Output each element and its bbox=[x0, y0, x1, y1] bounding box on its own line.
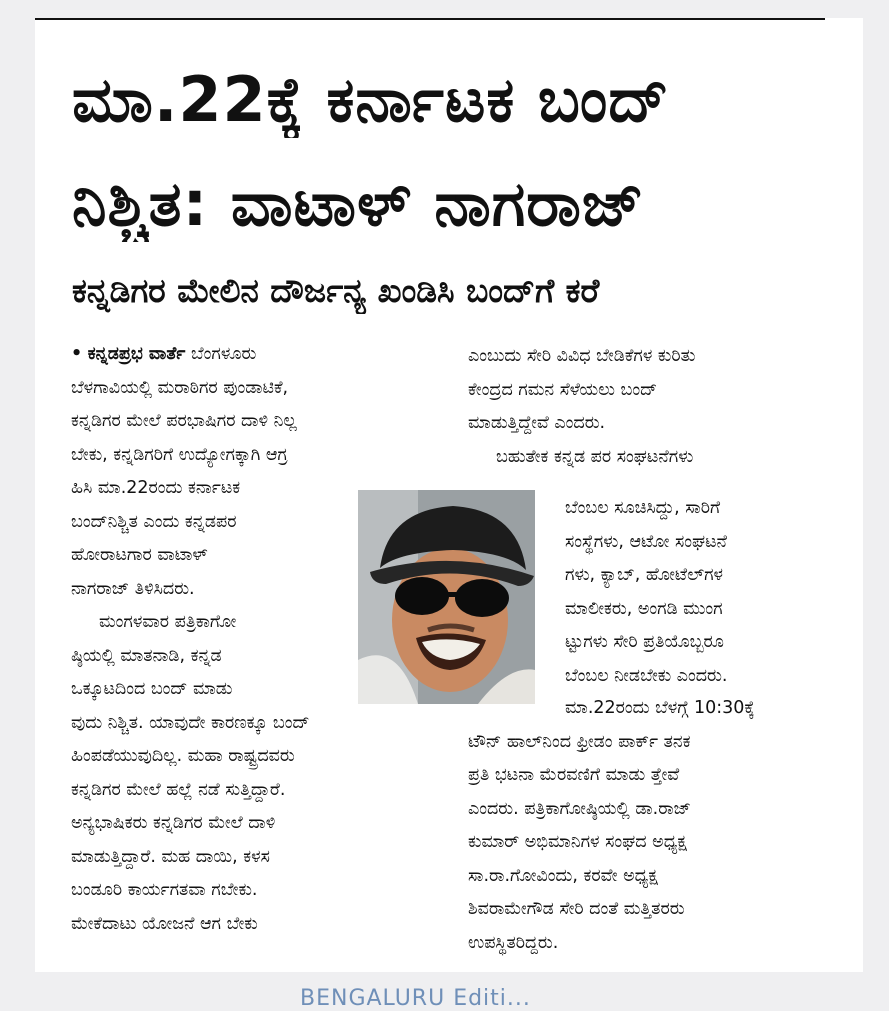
headline-line-1: ಮಾ.22ಕ್ಕೆ ಕರ್ನಾಟಕ ಬಂದ್ bbox=[72, 63, 670, 136]
vatal-nagaraj-photo bbox=[358, 490, 535, 704]
right-narrow-line-4: ಮಾಲೀಕರು, ಅಂಗಡಿ ಮುಂಗ bbox=[565, 598, 723, 619]
right-bottom-line-7: ಉಪಸ್ಥಿತರಿದ್ದರು. bbox=[468, 932, 559, 953]
left-line-9: ಷ್ಠಿಯಲ್ಲಿ ಮಾತನಾಡಿ, ಕನ್ನಡ bbox=[71, 645, 222, 666]
left-line-5: ಬಂದ್‌ನಿಶ್ಚಿತ ಎಂದು ಕನ್ನಡಪರ bbox=[71, 511, 237, 532]
right-bottom-line-3: ಎಂದರು. ಪತ್ರಿಕಾಗೋಷ್ಠಿಯಲ್ಲಿ ಡಾ.ರಾಜ್ bbox=[468, 798, 692, 819]
top-rule bbox=[35, 18, 825, 20]
headline-line-2: ನಿಶ್ಚಿತ: ವಾಟಾಳ್ ನಾಗರಾಜ್ bbox=[72, 167, 645, 240]
left-line-8: ಮಂಗಳವಾರ ಪತ್ರಿಕಾಗೋ bbox=[99, 612, 237, 632]
left-line-6: ಹೋರಾಟಗಾರ ವಾಟಾಳ್ bbox=[71, 545, 208, 565]
right-bottom-line-5: ಸಾ.ರಾ.ಗೋವಿಂದು, ಕರವೇ ಅಧ್ಯಕ್ಷ bbox=[468, 865, 658, 886]
left-line-3: ಬೇಕು, ಕನ್ನಡಿಗರಿಗೆ ಉದ್ಯೋಗಕ್ಕಾಗಿ ಆಗ್ರ bbox=[71, 444, 288, 465]
right-line-1: ಎಂಬುದು ಸೇರಿ ವಿವಿಧ ಬೇಡಿಕೆಗಳ ಕುರಿತು bbox=[468, 346, 696, 366]
byline-bullet: • bbox=[71, 344, 83, 364]
left-line-13: ಕನ್ನಡಿಗರ ಮೇಲೆ ಹಲ್ಲೆ ನಡೆ ಸುತ್ತಿದ್ದಾರೆ. bbox=[71, 779, 286, 800]
right-line-3: ಮಾಡುತ್ತಿದ್ದೇವೆ ಎಂದರು. bbox=[468, 413, 606, 433]
left-line-14: ಅನ್ಯಭಾಷಿಕರು ಕನ್ನಡಿಗರ ಮೇಲೆ ದಾಳಿ bbox=[71, 813, 276, 833]
right-column-bottom bbox=[468, 692, 828, 960]
right-bottom-line-1: ಟೌನ್ ಹಾಲ್‌ನಿಂದ ಫ್ರೀಡಂ ಪಾರ್ಕ್ ತನಕ bbox=[468, 731, 691, 752]
right-line-4: ಬಹುತೇಕ ಕನ್ನಡ ಪರ ಸಂಘಟನೆಗಳು bbox=[496, 446, 694, 467]
left-line-16: ಬಂಡೂರಿ ಕಾರ್ಯಗತವಾ ಗಬೇಕು. bbox=[71, 880, 258, 900]
left-line-11: ವುದು ನಿಶ್ಚಿತ. ಯಾವುದೇ ಕಾರಣಕ್ಕೂ ಬಂದ್ bbox=[71, 712, 310, 733]
right-column-narrow bbox=[565, 492, 828, 693]
left-line-10: ಒಕ್ಕೂಟದಿಂದ ಬಂದ್ ಮಾಡು bbox=[71, 679, 233, 699]
left-line-15: ಮಾಡುತ್ತಿದ್ದಾರೆ. ಮಹ ದಾಯಿ, ಕಳಸ bbox=[71, 846, 270, 867]
right-bottom-line-4: ಕುಮಾರ್ ಅಭಿಮಾನಿಗಳ ಸಂಘದ ಅಧ್ಯಕ್ಷ bbox=[468, 832, 687, 852]
byline-place: ಬೆಂಗಳೂರು bbox=[190, 344, 257, 364]
right-narrow-line-3: ಗಳು, ಕ್ಯಾಬ್, ಹೋಟೆಲ್‌ಗಳ bbox=[565, 565, 724, 585]
right-narrow-line-5: ಟ್ಟುಗಳು ಸೇರಿ ಪ್ರತಿಯೊಬ್ಬರೂ bbox=[565, 632, 724, 652]
left-line-7: ನಾಗರಾಜ್ ತಿಳಿಸಿದರು. bbox=[71, 578, 195, 599]
left-line-1: ಬೆಳಗಾವಿಯಲ್ಲಿ ಮರಾಠಿಗರ ಪುಂಡಾಟಿಕೆ, bbox=[71, 377, 289, 398]
right-narrow-line-7: ಮಾ.22ರಂದು ಬೆಳಗ್ಗೆ 10:30ಕ್ಕೆ bbox=[565, 698, 755, 718]
left-line-12: ಹಿಂಪಡೆಯುವುದಿಲ್ಲ. ಮಹಾ ರಾಷ್ಟ್ರದವರು bbox=[71, 746, 295, 766]
newspaper-clipping bbox=[35, 18, 863, 972]
left-line-2: ಕನ್ನಡಿಗರ ಮೇಲೆ ಪರಭಾಷಿಗರ ದಾಳಿ ನಿಲ್ಲ bbox=[71, 411, 297, 431]
subheadline: ಕನ್ನಡಿಗರ ಮೇಲಿನ ದೌರ್ಜನ್ಯ ಖಂಡಿಸಿ ಬಂದ್‌ಗೆ ಕರೆ bbox=[72, 271, 600, 310]
right-narrow-line-6: ಬೆಂಬಲ ನೀಡಬೇಕು ಎಂದರು. bbox=[565, 665, 728, 686]
right-bottom-line-2: ಪ್ರತಿ ಭಟನಾ ಮೆರವಣಿಗೆ ಮಾಡು ತ್ತೇವೆ bbox=[468, 765, 680, 785]
right-line-2: ಕೇಂದ್ರದ ಗಮನ ಸೆಳೆಯಲು ಬಂದ್ bbox=[468, 379, 658, 400]
edition-footer-link[interactable]: BENGALURU Editi... bbox=[300, 986, 531, 1011]
byline bbox=[71, 338, 463, 372]
left-line-4: ಹಿಸಿ ಮಾ.22ರಂದು ಕರ್ನಾಟಕ bbox=[71, 478, 241, 498]
byline-source: ಕನ್ನಡಪ್ರಭ ವಾರ್ತೆ bbox=[87, 344, 186, 364]
right-narrow-line-1: ಬೆಂಬಲ ಸೂಚಿಸಿದ್ದು, ಸಾರಿಗೆ bbox=[565, 498, 721, 518]
portrait-illustration bbox=[358, 490, 535, 704]
right-bottom-line-6: ಶಿವರಾಮೇಗೌಡ ಸೇರಿ ದಂತೆ ಮತ್ತಿತರರು bbox=[468, 899, 685, 919]
left-line-17: ಮೇಕೆದಾಟು ಯೋಜನೆ ಆಗ ಬೇಕು bbox=[71, 913, 258, 934]
right-column-top bbox=[468, 340, 828, 474]
right-narrow-line-2: ಸಂಸ್ಥೆಗಳು, ಆಟೋ ಸಂಘಟನೆ bbox=[565, 531, 727, 552]
